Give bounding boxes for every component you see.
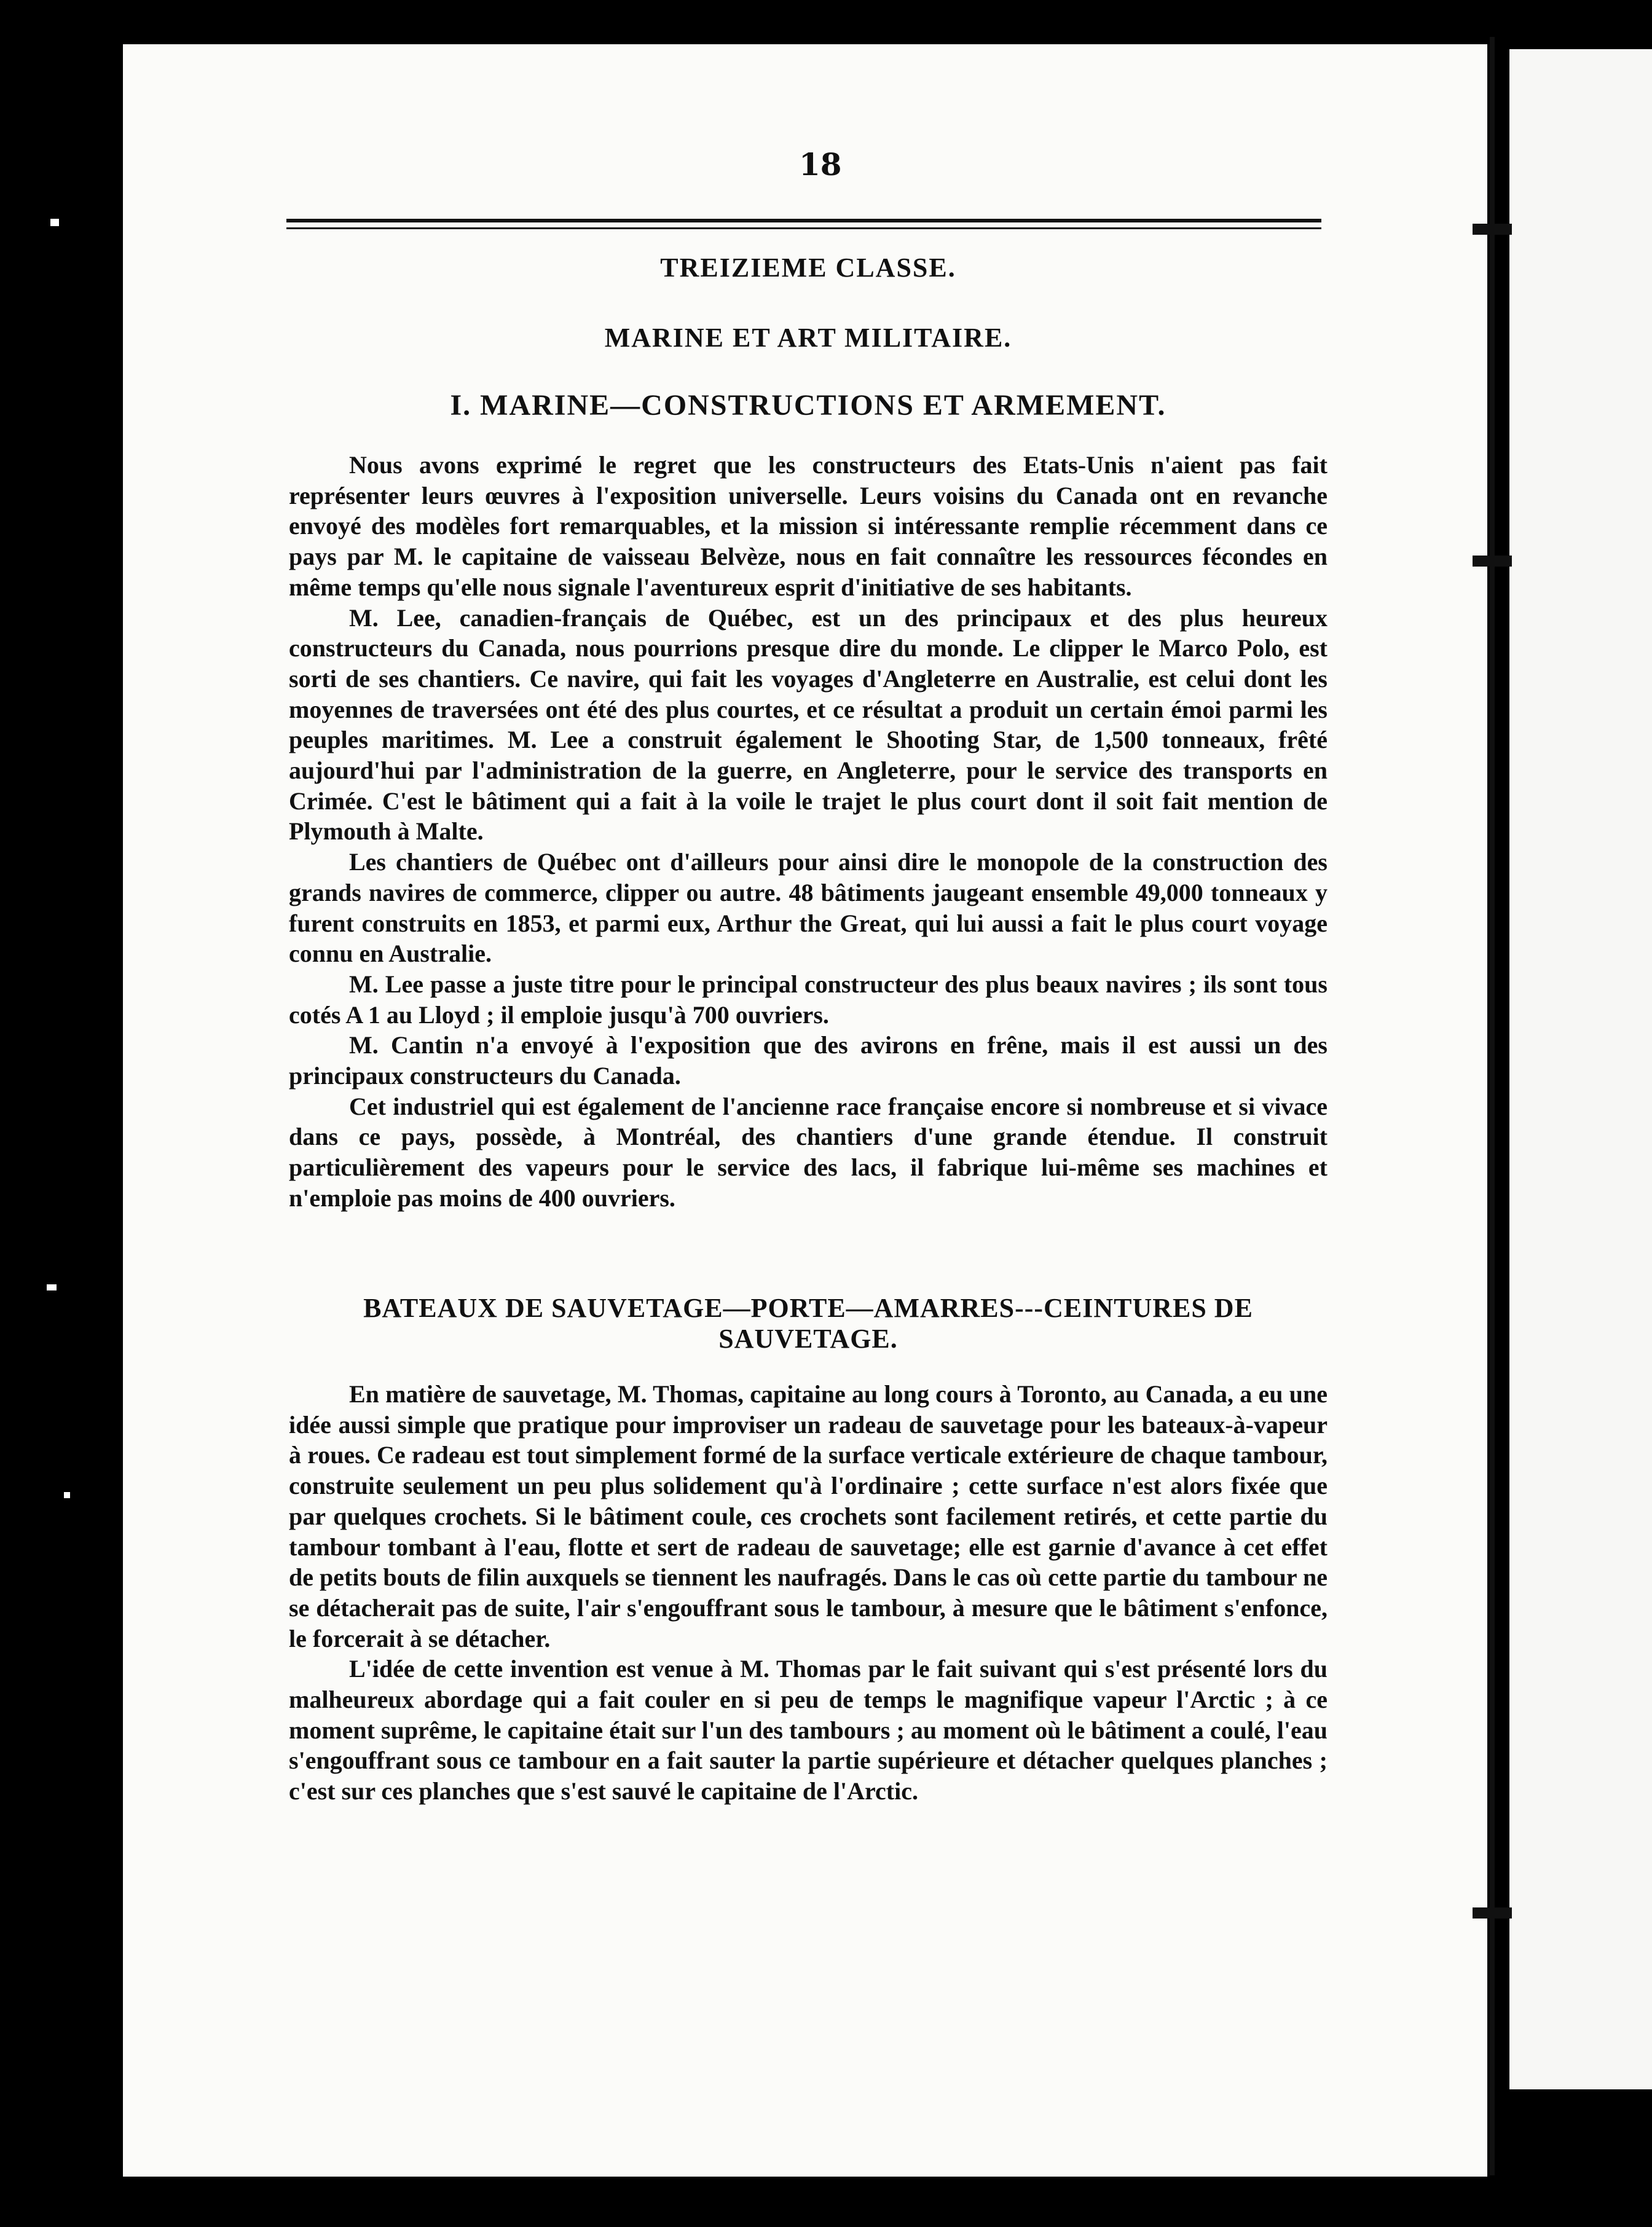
section-heading: I. MARINE—CONSTRUCTIONS ET ARMEMENT. [450,389,1166,422]
subsection-heading: BATEAUX DE SAUVETAGE—PORTE—AMARRES---CEINTURES DE SAUVETAGE. [363,1293,1253,1354]
binding-mark [1473,224,1512,235]
binding-mark [1473,1907,1512,1919]
paragraph: M. Lee, canadien-français de Québec, est un des principaux et des plus heureux constructeurs du Canada, nous pourrions presque dire du monde. Le clipper le Marco Polo, est sorti de ses chantiers. Ce navire, qui fait les voyages d'Angleterre en Australie, est celui dont les moyennes de traversées ont été des plus courtes, et ce résultat a produit un certain émoi parmi les peuples maritimes. M. Lee a construit également le Shooting Star, de 1,500 tonneaux, frêté aujourd'hui par l'administration de la guerre, en Angleterre, pour le service des transports en Crimée. C'est le bâtiment qui a fait à la voile le trajet le plus court dont il soit fait mention de Plymouth à Malte. [289,603,1328,846]
scan-speck [47,1284,57,1290]
paragraph: Les chantiers de Québec ont d'ailleurs pour ainsi dire le monopole de la construction des grands navires de commerce, clipper ou autre. 48 bâtiments jaugeant ensemble 49,000 tonneaux y furent construits en 1853, et parmi eux, Arthur the Great, qui lui aussi a fait le plus court voyage connu en Australie. [289,848,1328,968]
binding-mark [1473,556,1512,567]
class-title: TREIZIEME CLASSE. [660,253,956,283]
paragraph: Nous avons exprimé le regret que les constructeurs des Etats-Unis n'aient pas fait représenter leurs œuvres à l'exposition universelle. Leurs voisins du Canada ont en revanche envoyé des modèles fort remarquables, et la mission si intéressante remplie récemment dans ce pays par M. le capitaine de vaisseau Belvèze, nous en fait connaître les ressources fécondes en même temps qu'elle nous signale l'aventureux esprit d'initiative de ses habitants. [289,451,1328,601]
page-number: 18 [799,146,842,183]
paragraph: L'idée de cette invention est venue à M. Thomas par le fait suivant qui s'est présenté lors du malheureux abordage qui a fait couler en si peu de temps le magnifique vapeur l'Arctic ; à ce moment suprême, le capitaine était sur l'un des tambours ; au moment où le bâtiment a coulé, l'eau s'engouffrant sous ce tambour en a fait sauter la partie supérieure et détacher quelques planches ; c'est sur ces planches que s'est sauvé le capitaine de l'Arctic. [289,1655,1328,1805]
paragraph: M. Cantin n'a envoyé à l'exposition que des avirons en frêne, mais il est aussi un des principaux constructeurs du Canada. [289,1031,1328,1090]
facing-page-edge [1509,49,1652,2089]
paragraph: M. Lee passe a juste titre pour le principal constructeur des plus beaux navires ; ils sont tous cotés A 1 au Lloyd ; il emploie jusqu'à 700 ouvriers. [289,970,1328,1029]
paragraph: Cet industriel qui est également de l'ancienne race française encore si nombreuse et si vivace dans ce pays, possède, à Montréal, des chantiers d'une grande étendue. Il construit particulièrement des vapeurs pour le service des lacs, il fabrique lui-même ses machines et n'emploie pas moins de 400 ouvriers. [289,1092,1328,1212]
paragraph: En matière de sauvetage, M. Thomas, capitaine au long cours à Toronto, au Canada, a eu une idée aussi simple que pratique pour improviser un radeau de sauvetage pour les bateaux-à-vapeur à roues. Ce radeau est tout simplement formé de la surface verticale extérieure de chaque tambour, construite seulement un peu plus solidement qu'à l'ordinaire ; cette surface n'est alors fixée que par quelques crochets. Si le bâtiment coule, ces crochets sont facilement retirés, et cette partie du tambour tombant à l'eau, flotte et sert de radeau de sauvetage; elle est garnie d'avance à cet effet de petits bouts de filin auxquels se tiennent les naufragés. Dans le cas où cette partie du tambour ne se détacherait pas de suite, l'air s'engouffrant sous le tambour, à mesure que le bâtiment s'enfonce, le forcerait à se détacher. [289,1380,1328,1652]
header-rule-thin [286,227,1321,229]
scan-speck [50,219,59,226]
header-rule [286,219,1321,222]
scan-speck [64,1492,70,1498]
book-gutter [1490,37,1495,2175]
subtitle: MARINE ET ART MILITAIRE. [604,323,1012,353]
section-marine-text [289,450,1328,1214]
section-sauvetage-text [289,1379,1328,1807]
